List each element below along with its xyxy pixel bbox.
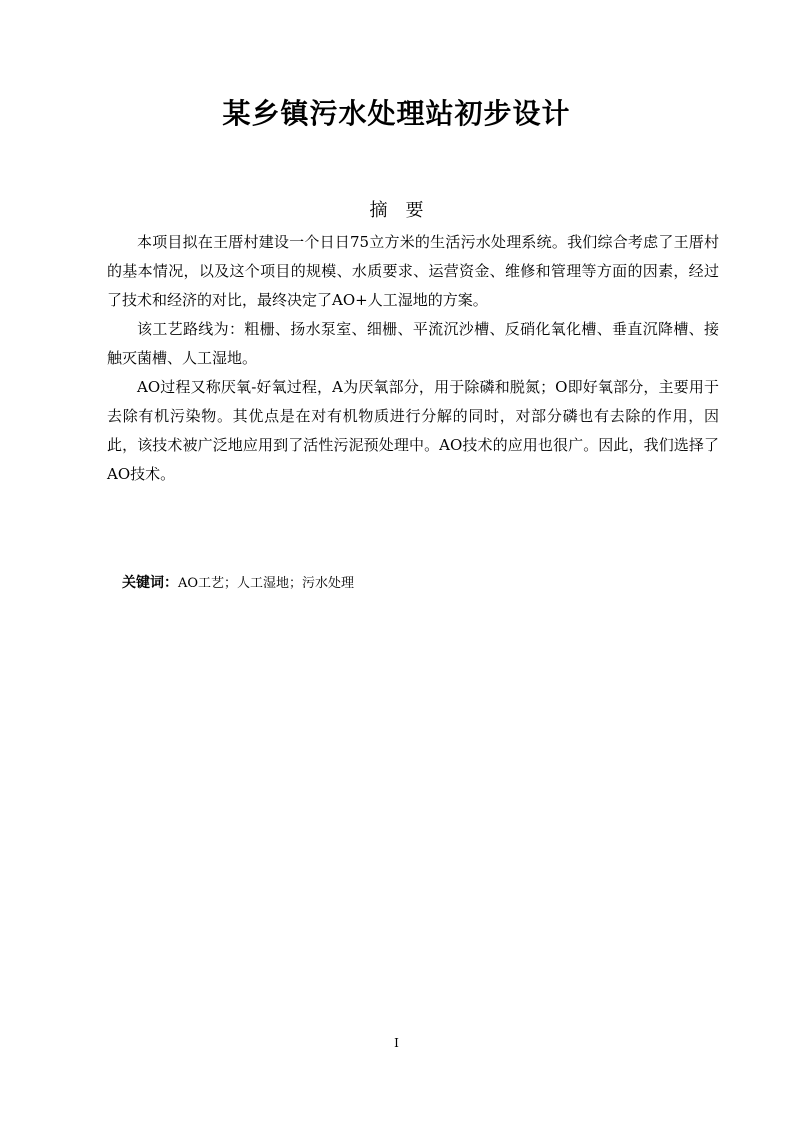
- abstract-body: [107, 228, 719, 489]
- document-title: 某乡镇污水处理站初步设计: [222, 97, 571, 130]
- keywords-line: [122, 570, 682, 597]
- page-number: I: [394, 1036, 399, 1050]
- abstract-paragraph-3: AO过程又称厌氧-好氧过程，A为厌氧部分，用于除磷和脱氮；O即好氧部分，主要用于去除有机污染物。其优点是在对有机物质进行分解的同时，对部分磷也有去除的作用，因此，该技术被广泛地应用到了活性污泥预处理中。AO技术的应用也很广。因此，我们选择了AO技术。: [107, 378, 719, 483]
- abstract-heading: [0, 197, 793, 225]
- abstract-heading-left: 摘: [369, 200, 388, 221]
- keywords-label: 关键词：: [122, 575, 178, 591]
- keywords-text: AO工艺；人工湿地；污水处理: [178, 576, 355, 591]
- abstract-paragraph-2: 该工艺路线为：粗栅、扬水泵室、细栅、平流沉沙槽、反硝化氧化槽、垂直沉降槽、接触灭菌槽、人工湿地。: [107, 320, 719, 367]
- abstract-paragraph-1: 本项目拟在王厝村建设一个日日75立方米的生活污水处理系统。我们综合考虑了王厝村的基本情况，以及这个项目的规模、水质要求、运营资金、维修和管理等方面的因素，经过了技术和经济的对比，最终决定了AO+人工湿地的方案。: [107, 233, 719, 309]
- abstract-heading-right: 要: [405, 200, 424, 221]
